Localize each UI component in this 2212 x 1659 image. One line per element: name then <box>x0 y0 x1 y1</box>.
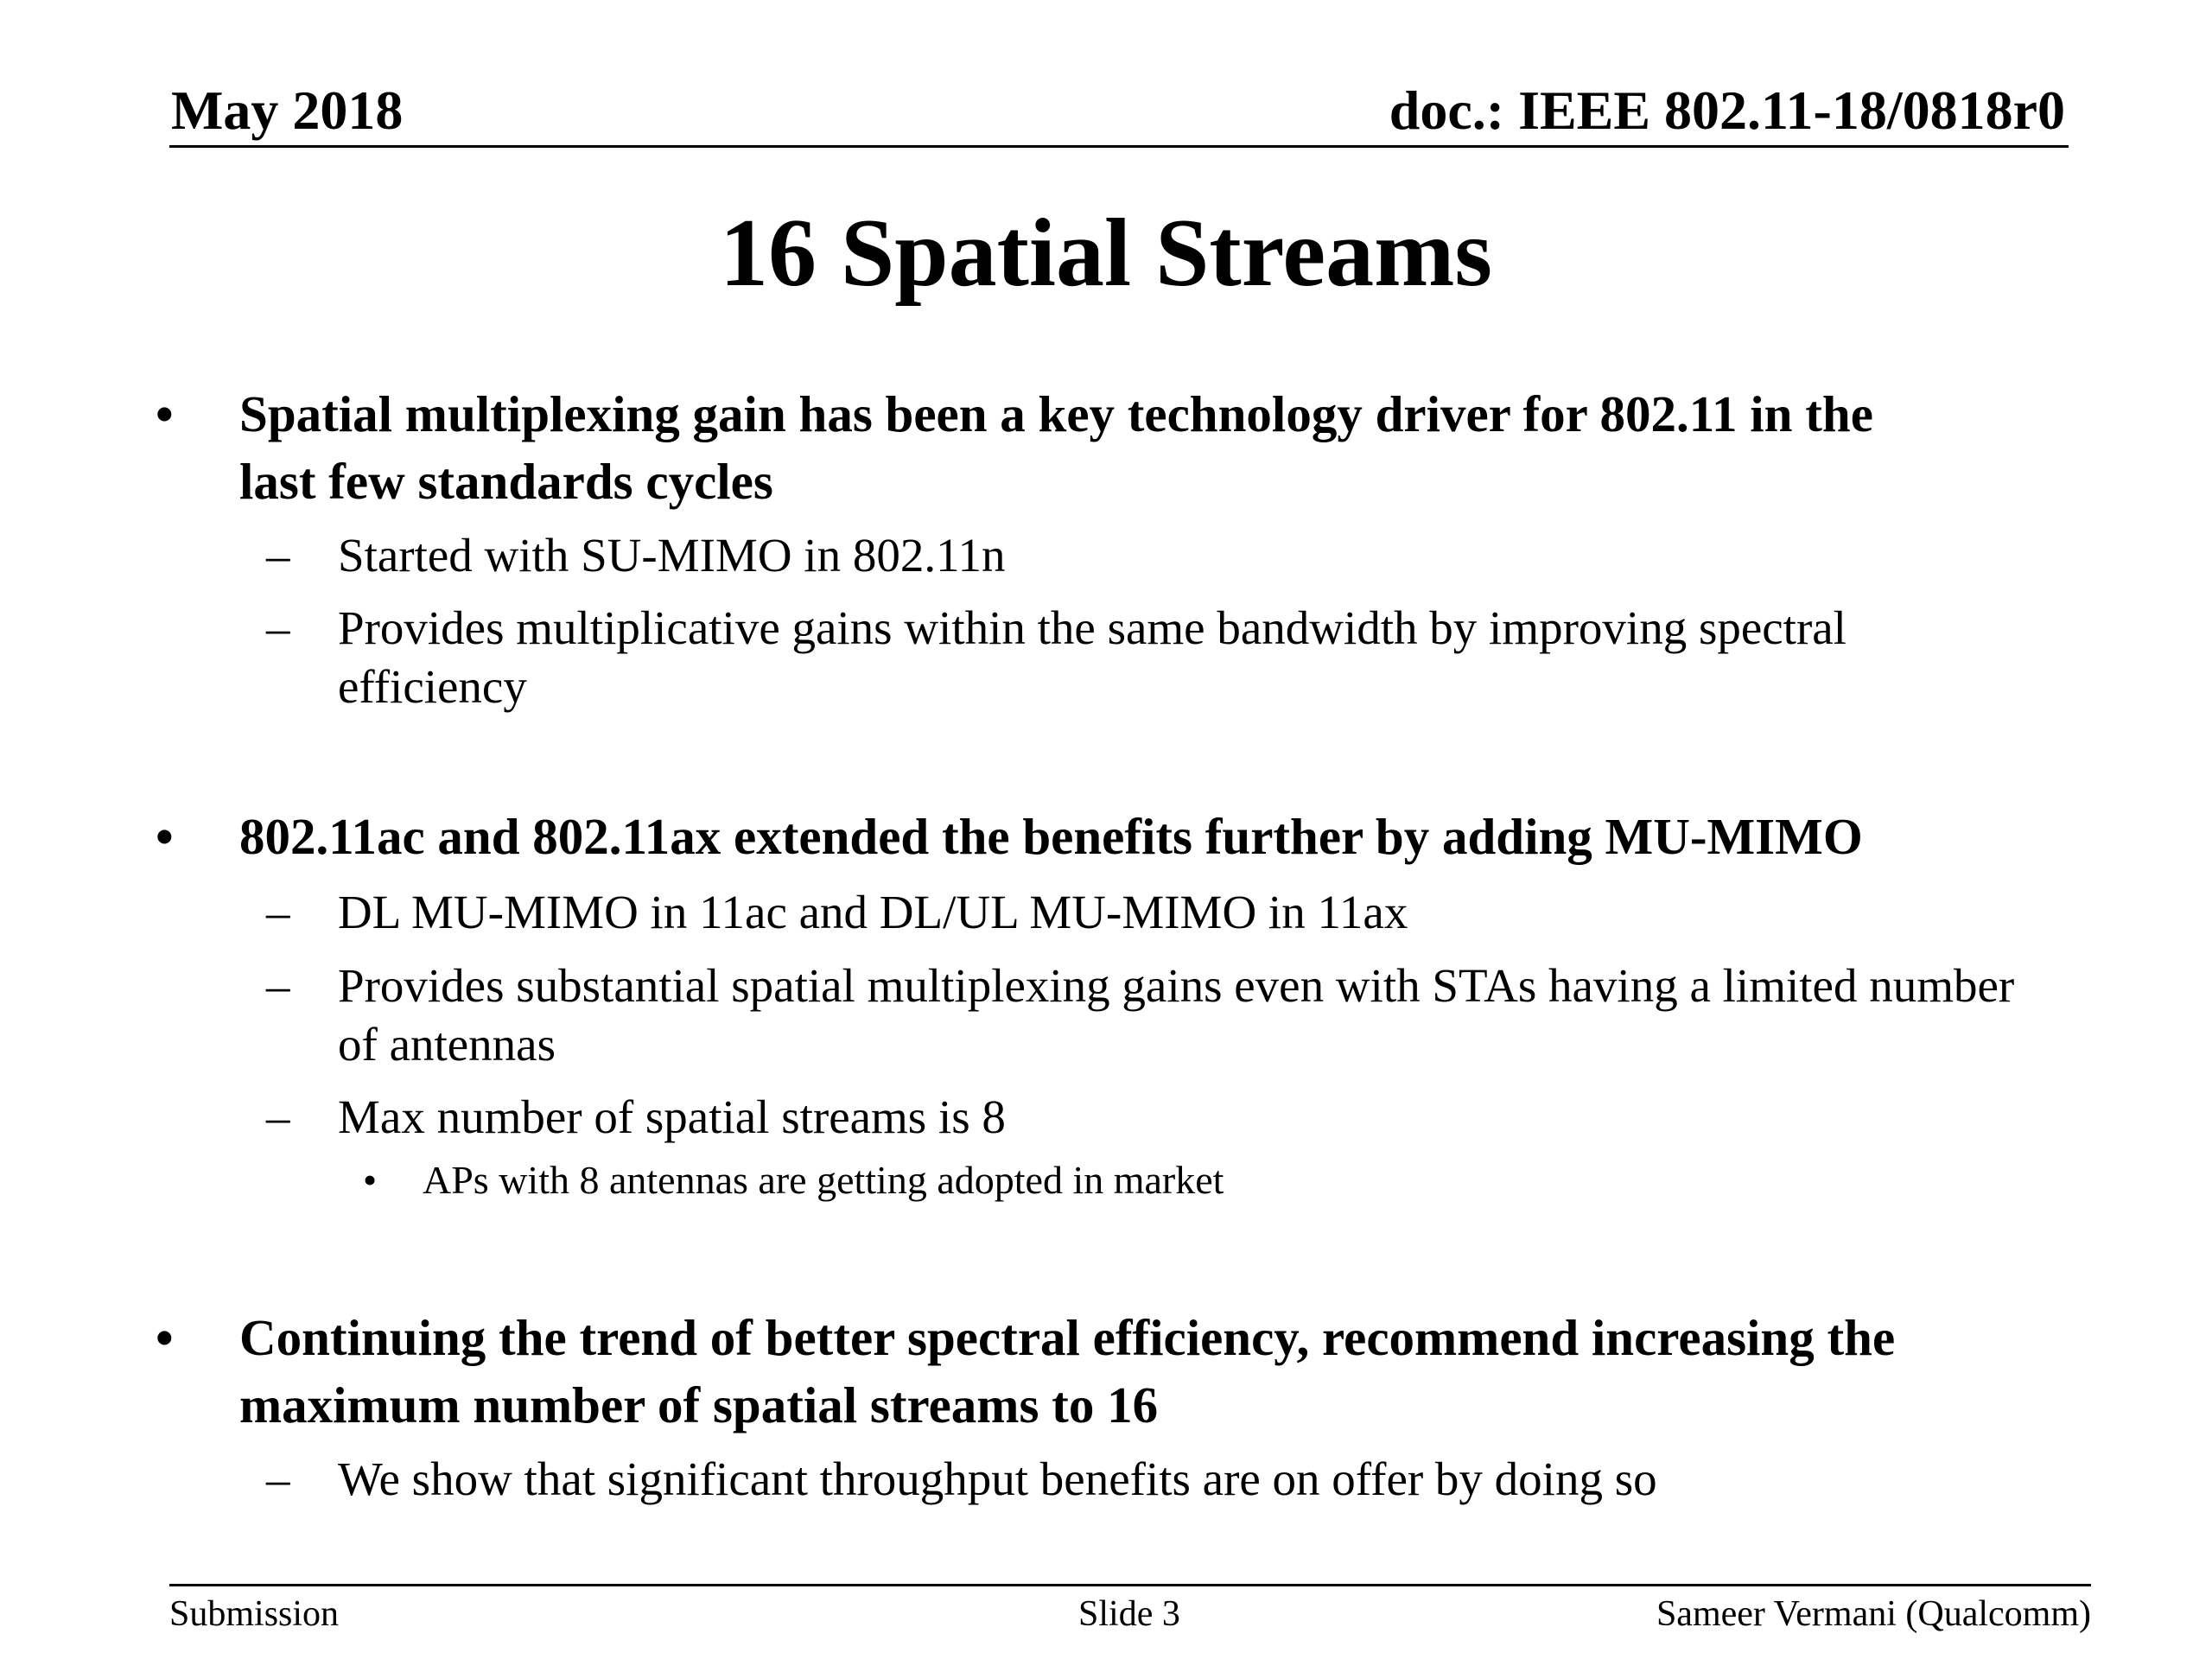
bullet-1-sub-2-line-1: Provides multiplicative gains within the same bandwidth by improving spectral <box>338 601 1847 654</box>
bullet-2-sub-2-line-2: of antennas <box>338 1018 556 1071</box>
footer-author: Sameer Vermani (Qualcomm) <box>1656 1594 2091 1634</box>
bullet-3-sub-1: We show that significant throughput benefits are on offer by doing so <box>338 1452 1657 1505</box>
bullet-1-line-2: last few standards cycles <box>239 453 773 510</box>
bullet-marker: • <box>156 808 174 865</box>
header-divider <box>169 145 2069 148</box>
header-doc-id: doc.: IEEE 802.11-18/0818r0 <box>1389 79 2065 141</box>
sub-sub-bullet-marker: • <box>363 1158 378 1202</box>
header-date: May 2018 <box>171 79 404 141</box>
bullet-marker: • <box>156 1309 174 1366</box>
bullet-3-line-2: maximum number of spatial streams to 16 <box>239 1376 1159 1433</box>
sub-bullet-marker: – <box>266 601 290 654</box>
bullet-2-sub-3-sub-1: APs with 8 antennas are getting adopted in market <box>423 1158 1224 1202</box>
sub-bullet-marker: – <box>266 1452 290 1505</box>
bullet-3-line-1: Continuing the trend of better spectral efficiency, recommend increasing the <box>239 1309 1896 1366</box>
bullet-1-sub-1: Started with SU-MIMO in 802.11n <box>338 529 1006 582</box>
sub-bullet-marker: – <box>266 529 290 582</box>
footer-submission: Submission <box>169 1594 340 1634</box>
bullet-1-line-1: Spatial multiplexing gain has been a key technology driver for 802.11 in the <box>239 385 1873 442</box>
footer-divider <box>169 1584 2091 1586</box>
bullet-2-sub-3: Max number of spatial streams is 8 <box>338 1090 1006 1143</box>
sub-bullet-marker: – <box>266 959 290 1012</box>
bullet-1-sub-2-line-2: efficiency <box>338 660 527 713</box>
footer-slide-number: Slide 3 <box>1078 1594 1180 1634</box>
sub-bullet-marker: – <box>266 886 290 938</box>
bullet-2-sub-1: DL MU-MIMO in 11ac and DL/UL MU-MIMO in 11ax <box>338 886 1408 938</box>
sub-bullet-marker: – <box>266 1090 290 1143</box>
slide-title: 16 Spatial Streams <box>720 200 1492 307</box>
bullet-2-sub-2-line-1: Provides substantial spatial multiplexing gains even with STAs having a limited number <box>338 959 2015 1012</box>
bullet-2-line-1: 802.11ac and 802.11ax extended the benefits further by adding MU-MIMO <box>239 808 1863 865</box>
bullet-marker: • <box>156 385 174 442</box>
